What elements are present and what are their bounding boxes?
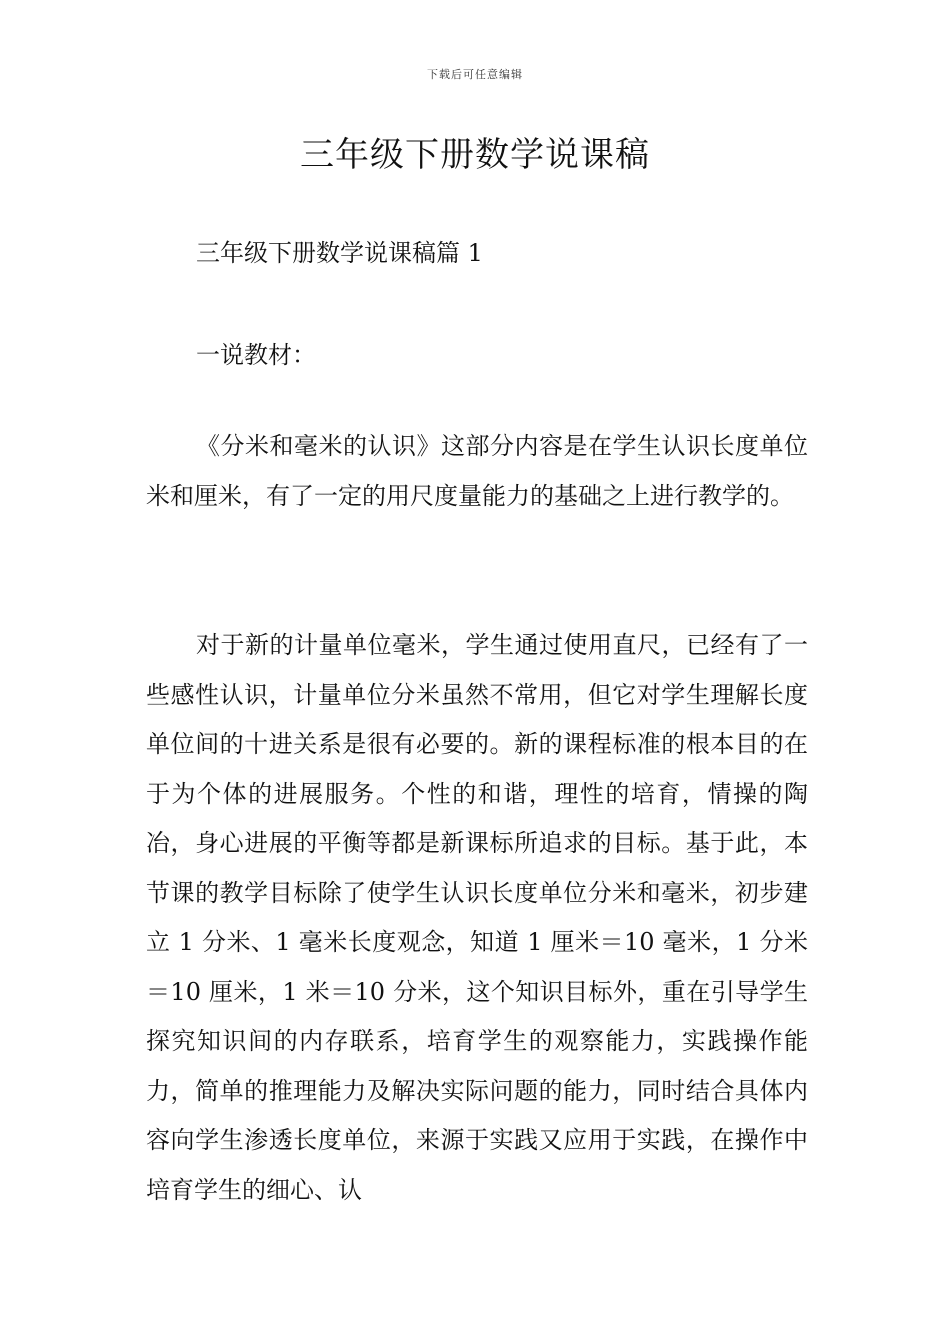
section-title: 三年级下册数学说课稿篇 1 (196, 239, 483, 267)
paragraph-teaching-goals: 对于新的计量单位毫米，学生通过使用直尺，已经有了一些感性认识，计量单位分米虽然不常用，但它对学生理解长度单位间的十进关系是很有必要的。新的课程标准的根本目的在于为个体的进展服务。个性的和谐，理性的培育，情操的陶冶，身心进展的平衡等都是新课标所追求的目标。基于此，本节课的教学目标除了使学生认识长度单位分米和毫米，初步建立 1 分米、1 毫米长度观念，知道 1 厘米＝10 毫米，1 分米＝10 厘米，1 米＝10 分米，这个知识目标外，重在引导学生探究知识间的内存联系，培育学生的观察能力，实践操作能力，简单的推理能力及解决实际问题的能力，同时结合具体内容向学生渗透长度单位，来源于实践又应用于实践，在操作中培育学生的细心、认 (146, 631, 808, 1204)
paragraph-textbook-intro: 《分米和毫米的认识》这部分内容是在学生认识长度单位米和厘米，有了一定的用尺度量能力的基础之上进行教学的。 (146, 432, 808, 510)
subsection-heading: 一说教材： (196, 341, 316, 369)
document-title: 三年级下册数学说课稿 (300, 135, 650, 175)
header-note: 下载后可任意编辑 (427, 68, 523, 81)
